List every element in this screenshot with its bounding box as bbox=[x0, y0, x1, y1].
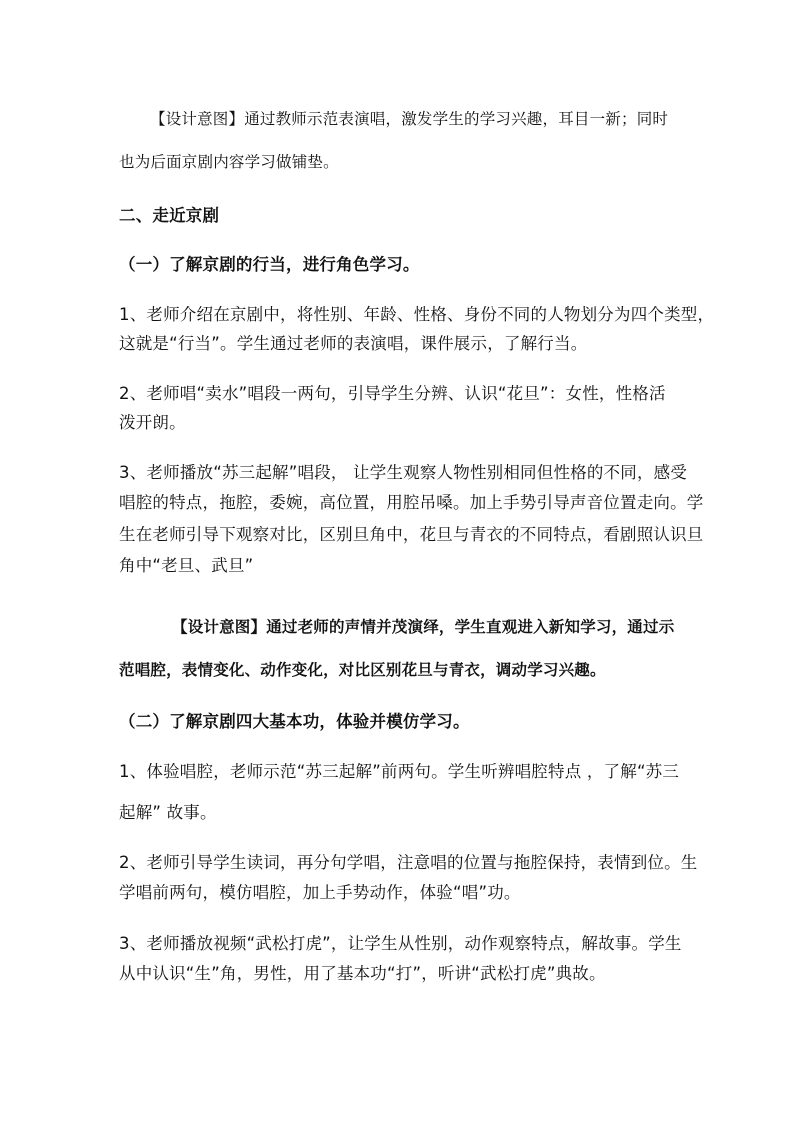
subsection-2-title: （二）了解京剧四大基本功，体验并模仿学习。 bbox=[119, 712, 470, 731]
subsection-1-title: （一）了解京剧的行当，进行角色学习。 bbox=[119, 255, 420, 274]
design-intent-2-line-1: 【设计意图】通过老师的声情并茂演绎，学生直观进入新知学习，通过示 bbox=[172, 617, 675, 636]
subsection-1-item-3-line-2: 唱腔的特点，拖腔，委婉，高位置，用腔吊嗓。加上手势引导声音位置走向。学 bbox=[119, 493, 704, 512]
design-intent-1-line-2: 也为后面京剧内容学习做铺垫。 bbox=[119, 153, 339, 171]
section-2-title: 二、走近京剧 bbox=[119, 206, 220, 225]
subsection-1-item-1-line-1: 1、老师介绍在京剧中，将性别、年龄、性格、身份不同的人物划分为四个类型， bbox=[119, 305, 715, 324]
subsection-2-item-3-line-1: 3、老师播放视频“武松打虎”，让学生从性别，动作观察特点，解故事。学生 bbox=[119, 934, 682, 953]
subsection-1-item-2-line-1: 2、老师唱“卖水”唱段一两句，引导学生分辨、认识“花旦”：女性，性格活 bbox=[119, 384, 666, 403]
subsection-2-item-3-line-2: 从中认识“生”角，男性，用了基本功“打”，听讲“武松打虎”典故。 bbox=[119, 964, 606, 983]
subsection-2-item-1-line-1: 1、体验唱腔，老师示范“苏三起解”前两句。学生听辨唱腔特点 ，了解“苏三 bbox=[119, 762, 680, 781]
subsection-1-item-3-line-1: 3、老师播放“苏三起解”唱段， 让学生观察人物性别相同但性格的不同，感受 bbox=[119, 463, 688, 482]
subsection-1-item-3-line-4: 角中“老旦、武旦” bbox=[119, 556, 254, 575]
subsection-1-item-2-line-2: 泼开朗。 bbox=[119, 413, 186, 432]
subsection-1-item-1-line-2: 这就是“行当”。学生通过老师的表演唱，课件展示，了解行当。 bbox=[119, 334, 588, 353]
subsection-1-item-3-line-3: 生在老师引导下观察对比，区别旦角中，花旦与青衣的不同特点，看剧照认识旦 bbox=[119, 525, 704, 544]
design-intent-1-line-1: 【设计意图】通过教师示范表演唱，激发学生的学习兴趣，耳目一新；同时 bbox=[150, 110, 669, 128]
subsection-2-item-1-line-2: 起解” 故事。 bbox=[119, 803, 217, 822]
subsection-2-item-2-line-1: 2、老师引导学生读词，再分句学唱，注意唱的位置与拖腔保持，表情到位。生 bbox=[119, 853, 698, 872]
subsection-2-item-2-line-2: 学唱前两句，模仿唱腔，加上手势动作，体验“唱”功。 bbox=[119, 883, 521, 902]
design-intent-2-line-2: 范唱腔，表情变化、动作变化，对比区别花旦与青衣，调动学习兴趣。 bbox=[119, 660, 606, 679]
